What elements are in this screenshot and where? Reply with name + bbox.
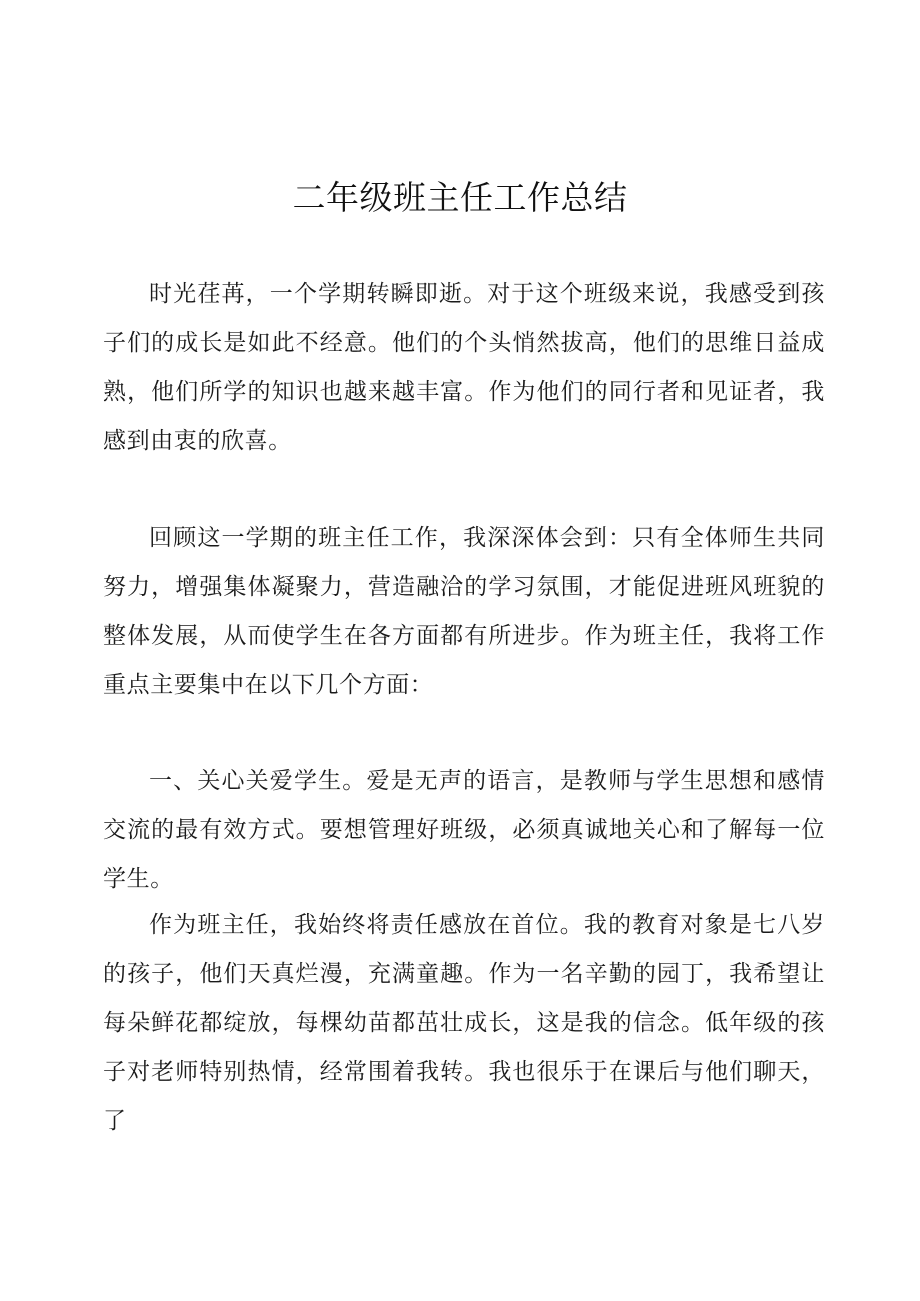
document-title: 二年级班主任工作总结 [292,178,628,217]
paragraph-review: 回顾这一学期的班主任工作，我深深体会到：只有全体师生共同努力，增强集体凝聚力，营造融洽的学习氛围，才能促进班风班貌的整体发展，从而使学生在各方面都有所进步。作为班主任，我将工作重点主要集中在以下几个方面： [103,525,825,698]
paragraph-responsibility: 作为班主任，我始终将责任感放在首位。我的教育对象是七八岁的孩子，他们天真烂漫，充满童趣。作为一名辛勤的园丁，我希望让每朵鲜花都绽放，每棵幼苗都茁壮成长，这是我的信念。低年级的孩子对老师特别热情，经常围着我转。我也很乐于在课后与他们聊天，了 [103,912,825,1134]
paragraph-care-students: 一、关心关爱学生。爱是无声的语言，是教师与学生思想和感情交流的最有效方式。要想管理好班级，必须真诚地关心和了解每一位学生。 [103,768,825,892]
paragraph-intro: 时光荏苒，一个学期转瞬即逝。对于这个班级来说，我感受到孩子们的成长是如此不经意。他们的个头悄然拔高，他们的思维日益成熟，他们所学的知识也越来越丰富。作为他们的同行者和见证者，我感到由衷的欣喜。 [103,281,825,454]
